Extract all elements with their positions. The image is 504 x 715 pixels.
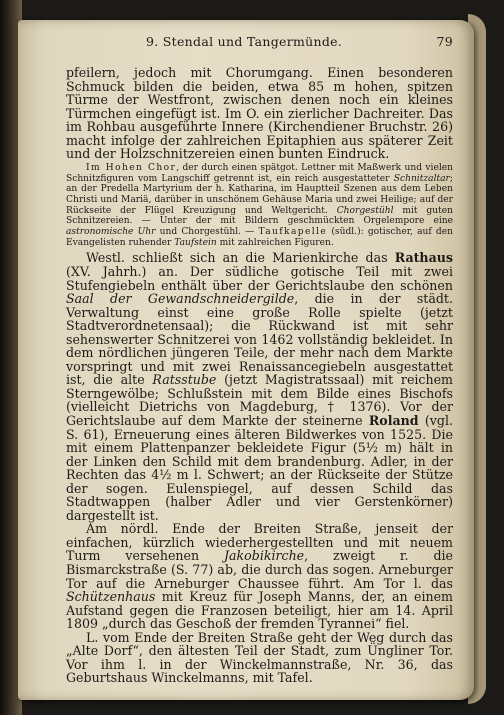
text-run: mit guten Schnitzereien. — Unter der mit Bildern geschmückten Orgelempore eine [66, 205, 453, 227]
text-run: Am nördl. Ende der Breiten Straße, jenseit der einfachen, kürzlich wiederhergestellten und mit neuem Turm versehenen [66, 521, 453, 564]
text-run: Westl. schließt sich an die Marienkirche das [86, 250, 395, 266]
paragraph-5: L. vom Ende der Breiten Straße geht der Weg durch das „Alte Dorf“, den ältesten Teil der Stadt, zum Üngliner Tor. Vor ihm l. in der Winckelmannstraße, Nr. 36, das Geburtshaus Winckelmanns, mit Tafel. [66, 629, 453, 686]
running-title: 9. Stendal und Tangermünde. [146, 34, 343, 49]
paragraph-3 [66, 251, 453, 522]
term-schnitzaltar: Schnitzaltar [393, 173, 450, 184]
text-run: (vgl. S. 61), Erneuerung eines älteren Bildwerkes von 1525. Die mit einem Plattenpanzer bekleidete Figur (5½ m) hält in der Linken den Schild mit dem brandenburg. Adler, in der Rechten das 4½ m l. Schwert; an der Rückseite der Stütze der sogen. Eulenspiegel, auf dessen Schild das Stadtwappen (halber Adler und vier Gerstenkörner) dargestellt ist. [66, 413, 453, 523]
term-roland: Roland [368, 413, 419, 429]
body-text [66, 66, 453, 685]
text-run: , die in der städt. Verwaltung einst eine große Rolle spielte (jetzt Stadtverordnetensaal); die Rückwand ist mit sehr sehenswerter Schnitzerei von 1462 vollständig bekleidet. In dem nördlichen jüngeren Teile, der mehr nach dem Markte vorspringt und mit zwei Renaissancegiebeln ausgestattet ist, die alte [66, 291, 453, 388]
text-run: , zweigt r. die Bismarckstraße (S. 77) ab, die durch das sogen. Arneburger Tor auf die Arneburger Chaussee führt. Am Tor l. das [66, 548, 453, 591]
term-schuetzenhaus: Schützenhaus [66, 589, 156, 605]
term-chorgestuhl: Chorgestühl [336, 205, 394, 216]
term-taufkapelle: Taufkapelle [258, 227, 328, 238]
term-ratsstube: Ratsstube [152, 372, 217, 388]
term-hohen-chor: Im Hohen Chor [86, 162, 177, 173]
text-run: und Chorgestühl. — [155, 227, 259, 238]
text-run: , der durch einen spätgot. Lettner mit Maßwerk und vielen Schnitzfiguren vom Langschiff getrennt ist, ein reich ausgestatteter [66, 162, 453, 184]
text-run: mit zahlreichen Figuren. [216, 237, 334, 248]
term-saal: Saal der Gewandschneidergilde [66, 291, 295, 307]
paragraph-4 [66, 522, 453, 630]
text-run: (jetzt Magistratssaal) mit reichem Sterngewölbe; Schlußstein mit dem Bilde eines Bischofs (vielleicht Dietrichs von Magdeburg, † 1376). Vor der Gerichtslaube auf dem Markte der steinerne [66, 372, 453, 429]
text-run: (XV. Jahrh.) an. Der südliche gotische Teil mit zwei Stufengiebeln enthält über der Gerichtslaube den schönen [66, 264, 453, 293]
text-run: ; an der Predella Martyrium der h. Katharina, im Hauptteil Szenen aus dem Leben Christi und Mariä, darüber in unschönem Gehäuse Maria und zwei Heilige; auf der Rückseite der Flügel Kreuzigung und Weltgericht. [66, 173, 453, 216]
term-astronomische-uhr: astronomische Uhr [66, 227, 156, 238]
page-number: 79 [436, 34, 453, 49]
text-run: (südl.): gotischer, auf den Evangelisten ruhender [66, 227, 453, 248]
term-jakobikirche: Jakobikirche [223, 548, 305, 564]
paragraph-2-small-print [66, 163, 453, 249]
page-content [66, 34, 453, 685]
running-header [66, 34, 453, 56]
paragraph-1: pfeilern, jedoch mit Chorumgang. Einen besonderen Schmuck bilden die beiden, etwa 85 m hohen, spitzen Türme der Westfront, zwischen denen noch ein kleines Türmchen eingefügt ist. Im O. ein zierlicher Dachreiter. Das im Rohbau ausgeführte Innere (Kirchendiener Bruchstr. 26) macht infolge der zahlreichen Epitaphien aus späterer Zeit und der Holzschnitzereien einen bunten Eindruck. [66, 65, 453, 162]
text-run: mit Kreuz für Joseph Manns, der, an einem Aufstand gegen die Franzosen beteiligt, hier am 14. April 1809 „durch das Geschoß der fremden Tyrannei“ fiel. [66, 589, 453, 632]
term-rathaus: Rathaus [394, 250, 453, 266]
term-taufstein: Taufstein [174, 237, 217, 248]
